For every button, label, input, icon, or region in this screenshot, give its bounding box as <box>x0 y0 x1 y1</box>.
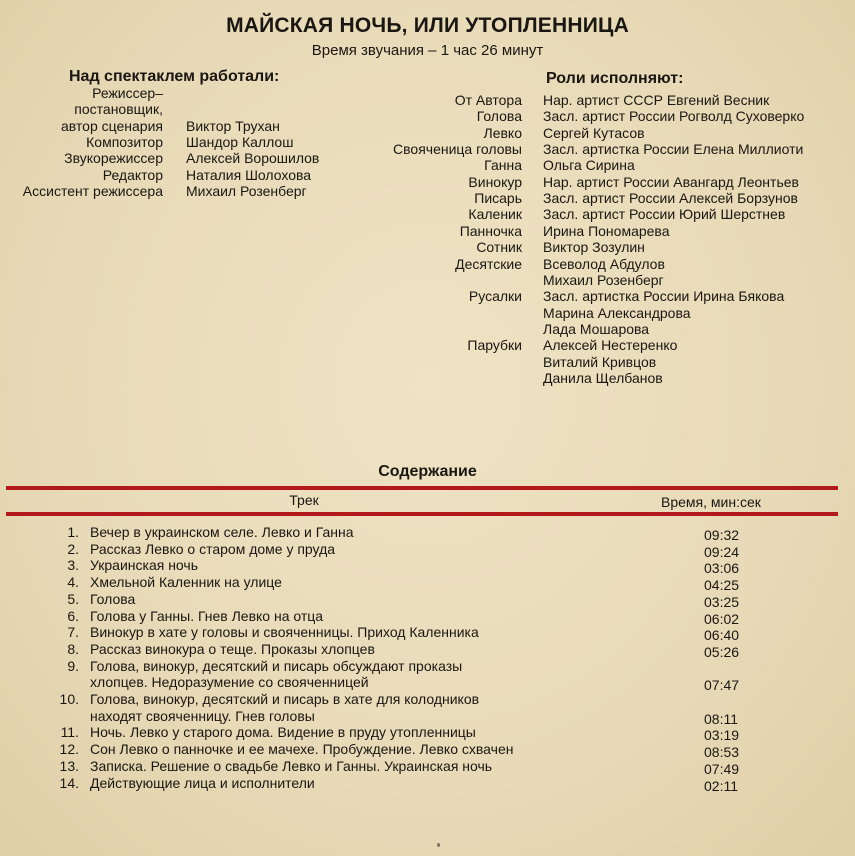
cast-actor-name: Сергей Кутасов <box>543 124 645 141</box>
track-duration: 08:53 <box>704 744 740 761</box>
cast-actor-name: Всеволод Абдулов <box>543 255 665 272</box>
track-number: 10. <box>59 691 79 707</box>
track-duration: 08:11 <box>704 710 738 727</box>
track-duration: 05:26 <box>704 643 740 660</box>
track-number: 7. <box>67 624 79 641</box>
track-title: Голова, винокур, десятский и писарь в хате для колодников <box>90 691 480 707</box>
track-title: Хмельной Каленник на улице <box>90 574 282 591</box>
track-duration: 07:47 <box>704 677 740 694</box>
track-duration: 02:11 <box>704 777 738 794</box>
track-number: 6. <box>67 607 79 624</box>
track-title: Ночь. Левко у старого дома. Видение в пруду утопленницы <box>90 724 476 741</box>
crew-role-label: автор сценария <box>61 117 163 134</box>
crew-member-name: Шандор Каллош <box>186 133 294 150</box>
track-duration: 03:25 <box>704 593 740 610</box>
cast-role-label: Каленик <box>468 206 522 223</box>
cast-role-label: Ганна <box>484 157 522 174</box>
track-title: Голова <box>90 590 136 607</box>
track-title: Голова у Ганны. Гнев Левко на отца <box>90 607 324 624</box>
cast-role-label: Парубки <box>467 337 522 354</box>
track-title: Винокур в хате у головы и свояченницы. Приход Каленника <box>90 624 479 641</box>
cast-role-label: Десятские <box>455 255 522 272</box>
track-title: хлопцев. Недоразумение со свояченницей <box>90 674 369 691</box>
cast-actor-name: Засл. артист России Алексей Борзунов <box>543 190 798 207</box>
crew-member-name: Алексей Ворошилов <box>186 150 320 167</box>
track-title: Рассказ Левко о старом доме у пруда <box>90 540 336 557</box>
page-title: МАЙСКАЯ НОЧЬ, ИЛИ УТОПЛЕННИЦА <box>226 14 629 37</box>
cast-actor-name: Нар. артист России Авангард Леонтьев <box>543 173 799 190</box>
track-number: 3. <box>67 557 79 574</box>
crew-role-label: Композитор <box>86 133 163 150</box>
track-duration: 03:19 <box>704 727 740 744</box>
crew-role-label: Режиссер– <box>92 85 163 101</box>
track-number: 11. <box>60 724 79 741</box>
divider-top <box>6 486 838 490</box>
cast-role-label: Голова <box>476 108 522 125</box>
cast-actor-name: Виталий Кривцов <box>543 353 657 370</box>
cast-actor-name: Засл. артистка России Ирина Бякова <box>543 288 785 305</box>
track-title: Записка. Решение о свадьбе Левко и Ганны. Украинская ночь <box>90 757 493 774</box>
track-number: 12. <box>59 741 79 758</box>
track-number: 9. <box>67 657 79 674</box>
duration-line: Время звучания – 1 час 26 минут <box>311 42 544 59</box>
paper-speck <box>437 843 440 847</box>
track-duration: 09:32 <box>704 527 740 543</box>
cast-actor-name: Виктор Зозулин <box>543 239 645 256</box>
cast-actor-name: Ирина Пономарева <box>543 222 670 239</box>
track-duration: 03:06 <box>704 560 740 577</box>
cast-actor-name: Алексей Нестеренко <box>543 337 678 354</box>
cast-role-label: От Автора <box>454 92 522 108</box>
track-number: 4. <box>67 574 79 591</box>
cast-role-label: Русалки <box>468 288 522 305</box>
track-number: 13. <box>59 757 79 774</box>
cast-actor-name: Данила Щелбанов <box>543 369 663 386</box>
track-number: 8. <box>67 640 79 657</box>
track-duration: 06:02 <box>704 610 740 627</box>
cast-actor-name: Марина Александрова <box>543 304 691 321</box>
divider-bottom <box>6 512 838 516</box>
crew-member-name: Виктор Трухан <box>186 117 280 134</box>
cast-actor-name: Михаил Розенберг <box>543 271 664 288</box>
cast-role-label: Сотник <box>476 239 522 256</box>
track-title: Рассказ винокура о теще. Проказы хлопцев <box>90 640 375 657</box>
cast-actor-name: Засл. артист России Рогволд Суховерко <box>543 108 805 125</box>
cast-actor-name: Засл. артист России Юрий Шерстнев <box>543 206 786 223</box>
cast-role-label: Левко <box>483 124 522 141</box>
cast-actor-name: Нар. артист СССР Евгений Весник <box>543 92 770 108</box>
cast-actor-name: Лада Мошарова <box>543 320 650 337</box>
track-duration: 06:40 <box>704 627 740 644</box>
crew-role-label: постановщик, <box>74 101 163 118</box>
cast-role-label: Панночка <box>459 222 522 239</box>
cast-actor-name: Ольга Сирина <box>543 157 635 174</box>
contents-heading: Содержание <box>378 463 477 480</box>
crew-member-name: Наталия Шолохова <box>186 166 312 183</box>
crew-role-label: Звукорежиссер <box>64 150 163 167</box>
track-number: 5. <box>67 590 79 607</box>
track-number: 14. <box>59 774 79 791</box>
track-title: Голова, винокур, десятский и писарь обсуждают проказы <box>90 657 463 674</box>
track-duration: 04:25 <box>704 577 740 594</box>
column-header-time: Время, мин:сек <box>661 494 761 510</box>
track-duration: 07:49 <box>704 760 740 777</box>
track-number: 1. <box>67 524 79 540</box>
track-number: 2. <box>67 540 79 557</box>
cast-role-label: Писарь <box>474 190 522 207</box>
column-header-track: Трек <box>289 492 319 508</box>
crew-role-label: Редактор <box>102 166 163 183</box>
track-duration: 09:24 <box>704 543 740 560</box>
track-title: Сон Левко о панночке и ее мачехе. Пробуждение. Левко схвачен <box>90 741 514 758</box>
cast-role-label: Винокур <box>468 173 522 190</box>
cast-role-label: Свояченица головы <box>393 141 522 158</box>
crew-member-name: Михаил Розенберг <box>186 182 307 199</box>
cast-actor-name: Засл. артистка России Елена Миллиоти <box>543 141 804 158</box>
crew-role-label: Ассистент режиссера <box>22 182 163 199</box>
track-title: Действующие лица и исполнители <box>90 774 315 791</box>
crew-heading: Над спектаклем работали: <box>69 68 280 85</box>
track-title: находят свояченницу. Гнев головы <box>90 707 315 724</box>
track-title: Вечер в украинском селе. Левко и Ганна <box>90 524 354 540</box>
cast-heading: Роли исполняют: <box>546 70 684 87</box>
track-title: Украинская ночь <box>90 557 199 574</box>
